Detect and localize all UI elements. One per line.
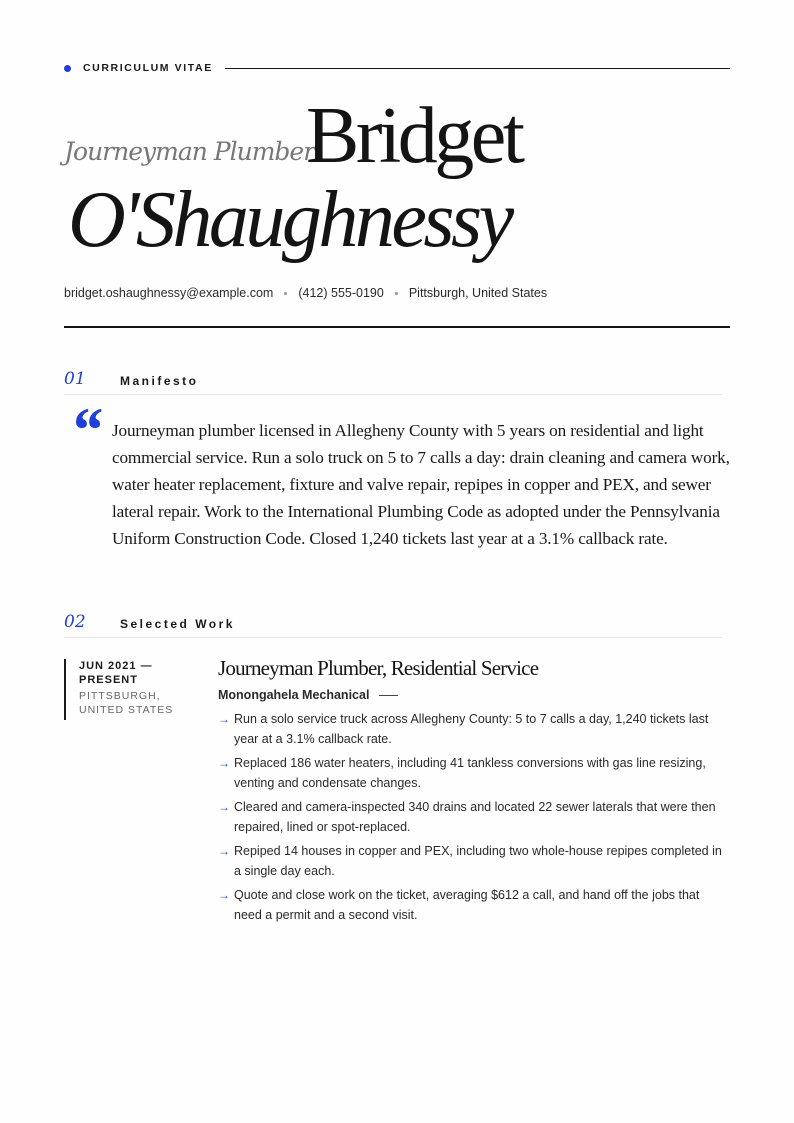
job-meta [64,659,194,720]
bullet-text: Replaced 186 water heaters, including 41 tankless conversions with gas line resizing, venting and condensate changes. [234,756,706,790]
company [218,688,398,702]
job-location: PITTSBURGH, UNITED STATES [79,690,174,716]
last-name: O'Shaughnessy [68,176,511,264]
eyebrow [64,61,730,75]
arrow-right-icon: → [218,888,230,902]
work-section-header [64,612,722,638]
list-item [218,798,730,837]
contact-email[interactable]: bridget.oshaughnessy@example.com [64,286,274,300]
bullet-text: Cleared and camera-inspected 340 drains and located 22 sewer laterals that were then repaired, lined or spot-replaced. [234,800,716,834]
arrow-right-icon: → [218,712,230,726]
role-title: Journeyman Plumber [64,137,315,166]
list-item [218,886,730,925]
bullet-text: Repiped 14 houses in copper and PEX, including two whole-house repipes completed in a single day each. [234,844,722,878]
manifesto-text: Journeyman plumber licensed in Allegheny County with 5 years on residential and light commercial service. Run a solo truck on 5 to 7 calls a day: drain cleaning and camera work, water heater replacement, fixture and valve repair, repipes in copper and PEX, and sewer lateral repair. Work to the International Plumbing Code as adopted under the Pennsylvania Uniform Construction Code. Closed 1,240 tickets last year at a 3.1% callback rate. [112,421,730,548]
section-title: Manifesto [120,374,199,388]
separator-dot-icon [395,292,398,295]
contact-location: Pittsburgh, United States [408,286,548,300]
section-number: 01 [64,369,86,389]
list-item [218,842,730,881]
arrow-right-icon: → [218,844,230,858]
contact-row [64,286,547,300]
arrow-right-icon: → [218,756,230,770]
list-item [218,754,730,793]
bullet-text: Run a solo service truck across Allegheny County: 5 to 7 calls a day, 1,240 tickets last year at a 3.1% callback rate. [234,712,709,746]
list-item [218,710,730,749]
eyebrow-label: CURRICULUM VITAE [83,62,213,74]
first-name: Bridget [306,92,522,180]
separator-dot-icon [284,292,287,295]
job-dates: JUN 2021 — PRESENT [79,660,153,686]
job-title: Journeyman Plumber, Residential Service [218,656,539,680]
quote-mark-icon: “ [70,394,102,465]
arrow-right-icon: → [218,800,230,814]
contact-phone[interactable]: (412) 555-0190 [298,286,384,300]
section-title: Selected Work [120,617,235,631]
company-name: Monongahela Mechanical [218,688,370,702]
job-bullets [218,710,730,930]
section-number: 02 [64,612,86,632]
eyebrow-divider [225,68,730,69]
bullet-text: Quote and close work on the ticket, averaging $612 a call, and hand off the jobs that need a permit and a second visit. [234,888,700,922]
accent-dot-icon [64,65,71,72]
header-divider [64,326,730,328]
manifesto-section-header [64,369,722,395]
company-accent-line [379,695,398,696]
